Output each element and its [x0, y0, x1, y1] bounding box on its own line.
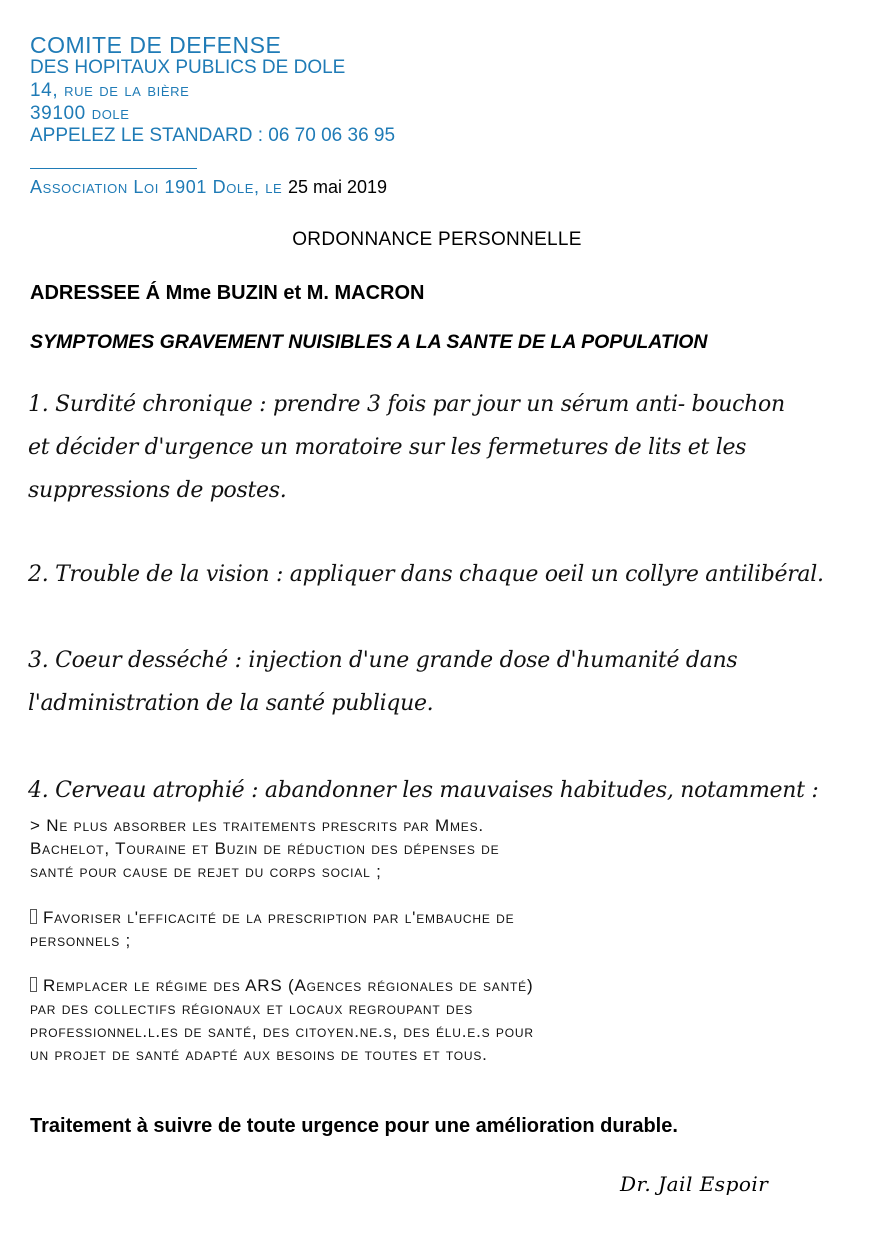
association-date-line [30, 176, 387, 198]
document-title: ORDONNANCE PERSONNELLE [292, 229, 582, 250]
document-date: 25 mai 2019 [287, 177, 388, 197]
subpoint-3-text: Remplacer le régime des ARS (Agences régionales de santé) [43, 976, 534, 995]
treatment-conclusion: Traitement à suivre de toute urgence pour une amélioration durable. [30, 1115, 678, 1137]
subpoint-2-line-2: personnels ; [30, 931, 132, 950]
doctor-signature: Dr. Jail Espoir [620, 1172, 769, 1196]
addressee-line: ADRESSEE Á Mme BUZIN et M. MACRON [30, 282, 425, 304]
subpoint-1-line-1: > Ne plus absorber les traitements prescrits par Mmes. [30, 816, 484, 835]
subpoint-3-line-3: professionnel.l.es de santé, des citoyen.ne.s, des élu.e.s pour [30, 1022, 534, 1041]
organization-subtitle: DES HOPITAUX PUBLICS DE DOLE [30, 57, 346, 78]
item-1-line-3: suppressions de postes. [28, 478, 287, 503]
item-1-line-1: 1. Surdité chronique : prendre 3 fois par jour un sérum anti- bouchon [28, 392, 785, 417]
missing-glyph-bullet-icon [30, 909, 37, 924]
address-city: 39100 dole [30, 103, 130, 124]
item-2-line-1: 2. Trouble de la vision : appliquer dans chaque oeil un collyre antilibéral. [28, 562, 824, 587]
item-3-line-2: l'administration de la santé publique. [28, 691, 434, 716]
missing-glyph-bullet-icon [30, 977, 37, 992]
item-4-line-1: 4. Cerveau atrophié : abandonner les mauvaises habitudes, notamment : [28, 778, 819, 803]
subpoint-2-text: Favoriser l'efficacité de la prescription par l'embauche de [43, 908, 515, 927]
phone-line: APPELEZ LE STANDARD : 06 70 06 36 95 [30, 125, 396, 146]
item-3-line-1: 3. Coeur desséché : injection d'une grande dose d'humanité dans [28, 648, 738, 673]
association-prefix: Association Loi 1901 Dole, le [30, 177, 283, 197]
subpoint-1-line-3: santé pour cause de rejet du corps social ; [30, 862, 382, 881]
subpoint-3-line-2: par des collectifs régionaux et locaux regroupant des [30, 999, 474, 1018]
organization-name: COMITE DE DEFENSE [30, 32, 282, 58]
address-street: 14, rue de la bière [30, 80, 190, 101]
symptoms-heading: SYMPTOMES GRAVEMENT NUISIBLES A LA SANTE DE LA POPULATION [30, 331, 708, 353]
item-1-line-2: et décider d'urgence un moratoire sur les fermetures de lits et les [28, 435, 747, 460]
header-divider [30, 168, 197, 169]
subpoint-3-line-4: un projet de santé adapté aux besoins de toutes et tous. [30, 1045, 488, 1064]
subpoint-1-line-2: Bachelot, Touraine et Buzin de réduction des dépenses de [30, 839, 500, 858]
subpoint-2-line-1 [30, 906, 514, 929]
subpoint-3-line-1 [30, 974, 533, 997]
